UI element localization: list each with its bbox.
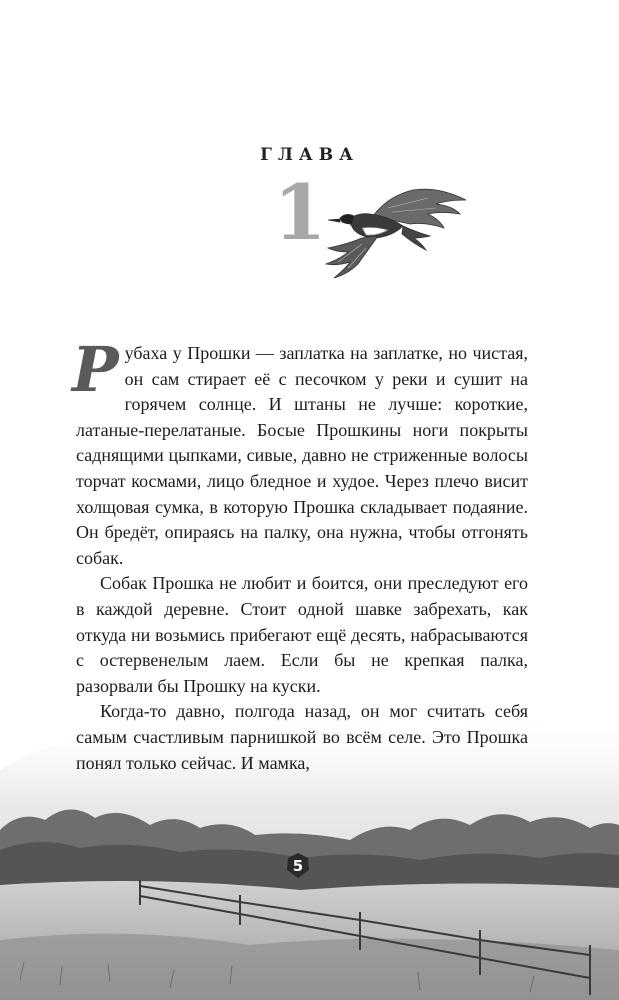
chapter-label: ГЛАВА xyxy=(260,145,359,165)
page-number: 5 xyxy=(292,857,304,875)
body-text xyxy=(72,333,528,776)
magpie-bird-icon xyxy=(318,178,478,288)
paragraph: Когда-то давно, полгода назад, он мог считать себя самым счастливым парнишкой во всём селе. Это Прошка понял только сейчас. И мамка, xyxy=(76,701,528,773)
paragraph: Собак Прошка не любит и боится, они преследуют его в каждой деревне. Стоит одной шавке забрехать, как откуда ни возьмись прибегают ещё десять, набрасываются с остервенелым лаем. Если бы не крепкая палка, разорвали бы Прошку на куски. xyxy=(76,573,528,696)
chapter-number: 1 xyxy=(273,168,327,257)
dropcap-letter: Р xyxy=(72,333,119,406)
paragraph-text: убаха у Прошки — заплатка на заплатке, но чистая, он сам стирает её с песочком у реки и сушит на горячем солнце. И штаны не лучше: короткие, латаные-перелатаные. Босые Прошкины ноги покрыты саднящими цыпками, сивые, давно не стриженные волосы торчат космами, лицо бледное и худое. Через плечо висит холщовая сумка, в которую Прошка складывает подаяние. Он бредёт, опираясь на палку, она нужна, чтобы отгонять собак. xyxy=(76,343,528,568)
paragraph xyxy=(72,333,528,571)
